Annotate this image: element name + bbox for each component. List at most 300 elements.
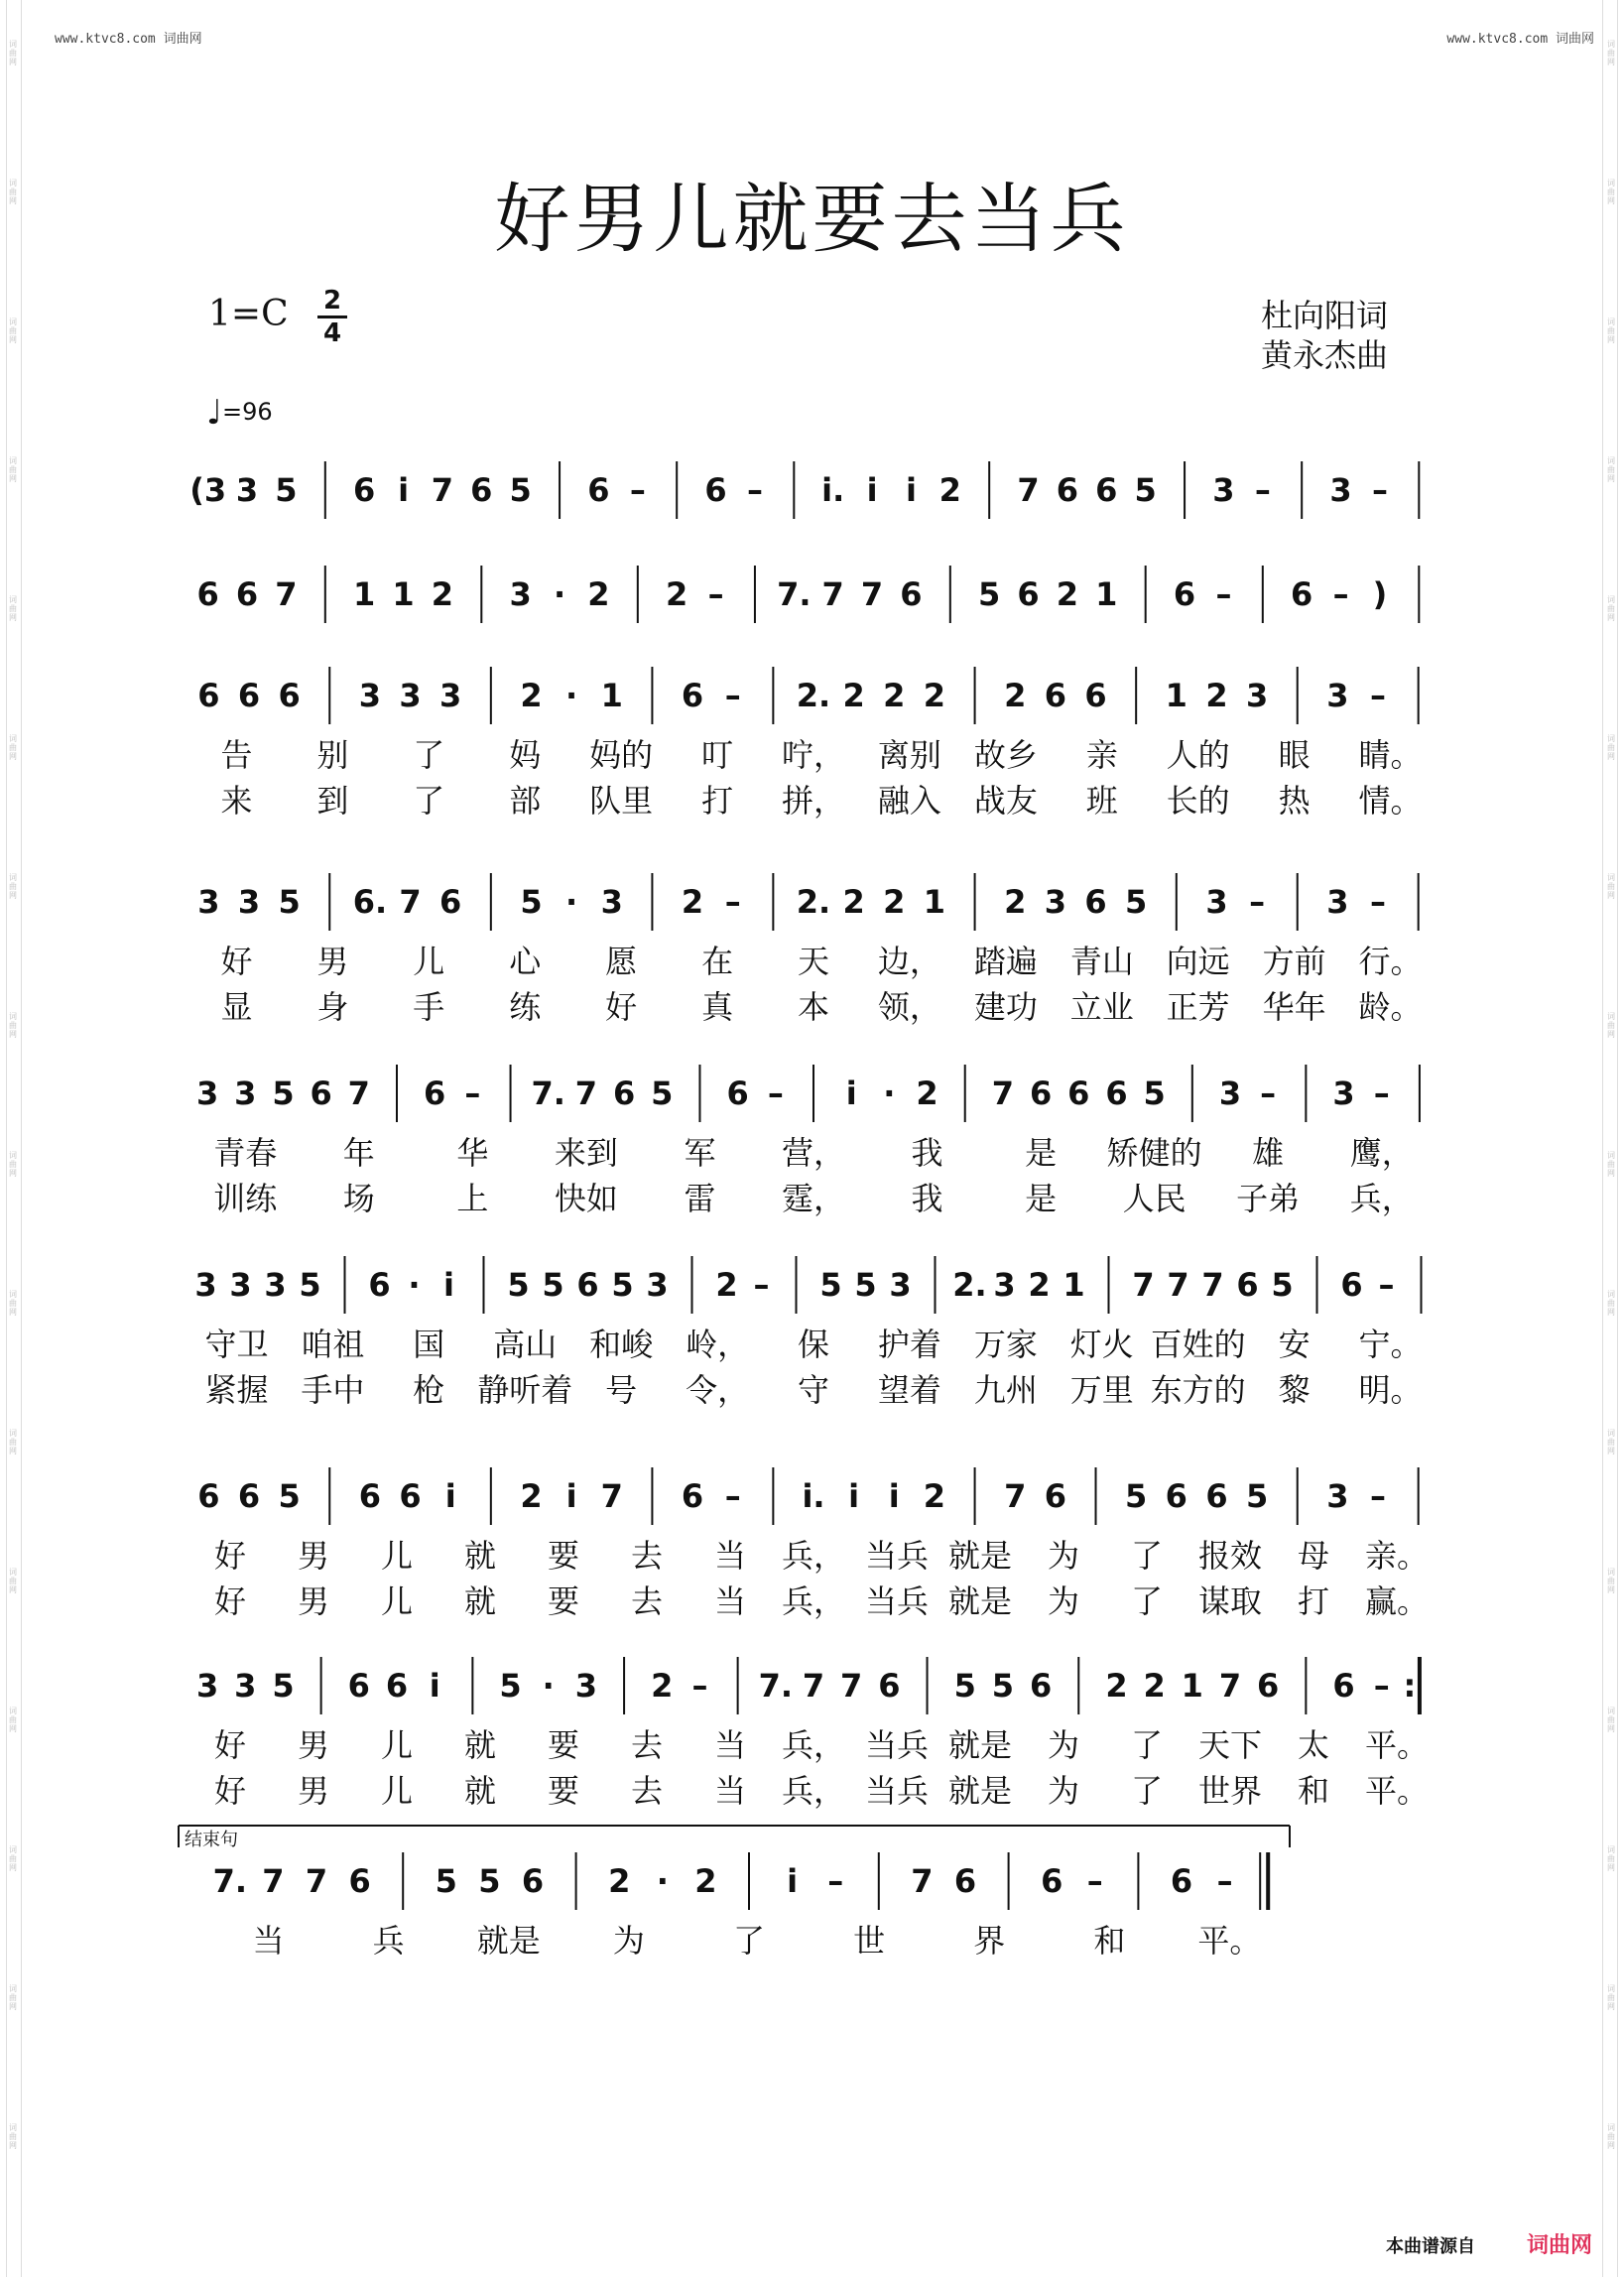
note: 7 [275,575,298,613]
note: 6 [1084,883,1107,921]
note: – [724,883,741,921]
note: 6 [235,575,259,613]
lyric-word: 人的 [1166,736,1230,774]
note: 6 [1029,1075,1053,1112]
note: – [1373,1075,1390,1112]
note: – [724,1477,741,1515]
note: – [1378,1266,1395,1304]
lyric-word: 宁。 [1358,1326,1423,1363]
lyric-word: 身 [316,988,349,1026]
lyric-word: 太 [1297,1726,1330,1764]
lyric-word: 打 [701,782,734,820]
note: 2 [1004,883,1027,921]
note: 5 [435,1862,457,1900]
note: 6 [197,677,220,714]
note: 6 [1041,1862,1063,1900]
watermark-mark: 词 曲 网 [1607,2123,1615,2150]
lyric-word: 雄 [1252,1134,1285,1172]
note: 7. [212,1862,248,1900]
lyric-word: 班 [1085,782,1118,820]
watermark-mark: 词 曲 网 [9,317,17,344]
note: 5 [1271,1266,1294,1304]
note: 3 [1218,1075,1242,1112]
note: i [565,1477,577,1515]
header-url-right[interactable]: www.ktvc8.com 词曲网 [1446,32,1594,47]
note: i [905,471,917,509]
note: i. [821,471,845,509]
lyric-word: 我 [911,1134,943,1172]
note: · [565,883,578,921]
lyric-word: 来到 [554,1134,618,1172]
note: 6 [1105,1075,1128,1112]
lyric-word: 安 [1278,1326,1311,1363]
lyric-word: 到 [316,782,349,820]
note: 5 [520,883,543,921]
note: 5 [272,1667,295,1705]
lyric-word: 保 [797,1326,830,1363]
lyric-word: 领， [877,988,941,1026]
repeat-sign: : [1403,1667,1417,1705]
lyric-word: 愿 [605,943,638,980]
note: 3 [264,1266,287,1304]
note: 6 [681,1477,704,1515]
lyric-word: 边， [877,943,941,980]
lyric-word: 明。 [1358,1371,1423,1409]
lyric-word: 了 [1130,1582,1164,1620]
lyric-word: 好 [605,988,638,1026]
lyric-word: 练 [509,988,542,1026]
note: 7 [1201,1266,1224,1304]
lyric-word: 部 [509,782,542,820]
watermark-mark: 词 曲 网 [1607,1845,1615,1872]
note: 2 [923,1477,946,1515]
note: – [629,471,646,509]
lyric-word: 青山 [1069,943,1134,980]
note: 2 [1056,575,1079,613]
lyric-word: 咱祖 [301,1326,365,1363]
lyric-word: 来 [220,782,253,820]
note: 6 [681,677,704,714]
note: i [845,1075,857,1112]
note: 3 [439,677,462,714]
lyric-word: 男 [316,943,349,980]
note: 7 [574,1075,598,1112]
note: 3 [1326,1477,1349,1515]
note: ) [1372,575,1388,613]
lyric-word: 好 [213,1582,247,1620]
lyric-word: 营， [781,1134,846,1172]
lyric-word: 妈 [509,736,542,774]
lyricist: 杜向阳词 [1260,297,1388,334]
lyric-word: 去 [630,1726,664,1764]
note: – [1370,1477,1387,1515]
lyric-word: 了 [413,782,445,820]
composer: 黄永杰曲 [1260,336,1388,374]
note: 5 [509,471,532,509]
note: 6 [196,575,219,613]
note: 6 [576,1266,599,1304]
lyric-word: 灯火 [1069,1326,1134,1363]
note: – [1260,1075,1277,1112]
note: 6 [310,1075,332,1112]
watermark-mark: 词 曲 网 [1607,734,1615,761]
lyric-word: 和 [1093,1922,1126,1960]
lyric-word: 为 [1047,1537,1080,1575]
note: 3 [1326,677,1349,714]
lyric-word: 本 [797,988,830,1026]
note: 6 [348,1862,371,1900]
note: 3 [646,1266,669,1304]
note: 6 [1044,1477,1067,1515]
watermark-mark: 词 曲 网 [1607,179,1615,205]
lyric-word: 显 [220,988,253,1026]
note: 1 [600,677,623,714]
note: 3 [234,1667,257,1705]
note: 7 [1017,471,1040,509]
lyric-word: 平。 [1197,1922,1262,1960]
lyric-word: 当 [713,1726,747,1764]
lyric-word: 故乡 [973,736,1038,774]
lyric-word: 要 [547,1726,580,1764]
lyric-word: 儿 [380,1726,414,1764]
note: 6. [352,883,388,921]
key-signature: 1=C [208,294,289,334]
note: – [753,1266,770,1304]
note: 3 [1205,883,1228,921]
note: 2 [1143,1667,1166,1705]
note: 3 [574,1667,598,1705]
lyric-word: 就是 [476,1922,541,1960]
lyric-word: 是 [1025,1180,1058,1217]
note: 2 [587,575,610,613]
lyric-word: 是 [1025,1134,1058,1172]
note: 6 [278,677,301,714]
note: 6 [1173,575,1196,613]
note: 7 [911,1862,934,1900]
lyric-word: 好 [213,1726,247,1764]
note: 7. [758,1667,794,1705]
note: 1 [353,575,376,613]
lyric-word: 报效 [1197,1537,1263,1575]
lyric-word: 热 [1278,782,1311,820]
lyric-word: 当 [713,1772,747,1810]
lyric-word: 就 [463,1772,497,1810]
note: 7 [1132,1266,1155,1304]
note: 2 [715,1266,738,1304]
note: 7 [1004,1477,1027,1515]
note: 3 [358,677,382,714]
note: – [1332,575,1349,613]
note: 2 [1004,677,1027,714]
lyric-word: 当兵 [864,1772,930,1810]
note: 7 [305,1862,328,1900]
lyric-word: 东方的 [1150,1371,1246,1409]
lyric-word: 正芳 [1166,988,1230,1026]
time-sig-denominator: 4 [322,318,342,348]
watermark-mark: 词 曲 网 [1607,1707,1615,1733]
lyric-word: 平。 [1364,1726,1430,1764]
note: 7 [600,1477,623,1515]
lyric-word: 妈的 [589,736,654,774]
note: · [883,1075,896,1112]
lyric-word: 长的 [1166,782,1230,820]
watermark-mark: 词 曲 网 [1607,40,1615,66]
note: 3 [889,1266,912,1304]
note: 7 [991,1075,1015,1112]
lyric-word: 儿 [413,943,445,980]
lyric-word: 了 [1130,1726,1164,1764]
lyric-word: 要 [547,1582,580,1620]
lyric-word: 年 [342,1134,375,1172]
lyric-word: 号 [605,1371,638,1409]
lyric-word: 就 [463,1537,497,1575]
lyric-word: 世界 [1197,1772,1263,1810]
lyric-word: 男 [297,1537,330,1575]
lyric-word: 男 [297,1726,330,1764]
note: 6 [1044,677,1067,714]
lyric-word: 上 [456,1180,489,1217]
lyric-word: 男 [297,1772,330,1810]
note: 6 [353,471,376,509]
note: 6 [704,471,727,509]
note: 6 [1257,1667,1280,1705]
note: 6 [1170,1862,1193,1900]
watermark-mark: 词 曲 网 [9,734,17,761]
note: 6 [953,1862,977,1900]
note: · [553,575,566,613]
note: · [565,677,578,714]
note: 7 [860,575,884,613]
lyric-word: 男 [297,1582,330,1620]
note: 5 [275,471,298,509]
lyric-word: 兵， [781,1772,846,1810]
note: 3 [1212,471,1235,509]
lyric-word: 踏遍 [973,943,1038,980]
note: 3 [1044,883,1067,921]
watermark-mark: 词 曲 网 [1607,317,1615,344]
note: i [429,1667,440,1705]
lyric-word: 儿 [380,1537,414,1575]
lyric-word: 了 [732,1922,766,1960]
lyric-word: 好 [220,943,253,980]
note: 1 [1165,677,1187,714]
lyric-word: 战友 [973,782,1038,820]
note: 1 [1181,1667,1203,1705]
lyric-word: 天下 [1197,1726,1263,1764]
note: – [1370,677,1387,714]
note: 5 [611,1266,634,1304]
lyric-word: 望着 [877,1371,941,1409]
lyric-word: 当 [713,1537,747,1575]
lyric-word: 兵， [781,1582,846,1620]
watermark-mark: 词 曲 网 [9,1429,17,1455]
note: 2 [938,471,961,509]
watermark-mark: 词 曲 网 [1607,595,1615,622]
note: 6 [900,575,923,613]
lyric-word: 军 [684,1134,716,1172]
note: 7 [1167,1266,1189,1304]
lyric-word: 去 [630,1537,664,1575]
note: 6 [399,1477,422,1515]
lyric-word: 枪 [413,1371,445,1409]
note: 6 [237,677,261,714]
lyric-word: 为 [1047,1772,1080,1810]
note: 6 [1332,1667,1355,1705]
note: 2 [883,883,906,921]
note: 7. [777,575,812,613]
note: – [746,471,763,509]
lyric-word: 立业 [1069,988,1134,1026]
watermark-mark: 词 曲 网 [1607,1568,1615,1594]
note: 2 [1205,677,1228,714]
note: 3 [195,1075,219,1112]
note: 6 [1056,471,1079,509]
lyric-word: 百姓的 [1150,1326,1246,1363]
note: 2 [883,677,906,714]
note: 2 [651,1667,674,1705]
note: 6 [1067,1075,1090,1112]
note: · [408,1266,421,1304]
note: 6 [358,1477,382,1515]
lyric-word: 真 [701,988,734,1026]
note: i. [802,1477,825,1515]
lyric-word: 了 [413,736,445,774]
note: – [464,1075,481,1112]
lyric-word: 当 [252,1922,285,1960]
note: 7 [347,1075,370,1112]
lyric-word: 要 [547,1537,580,1575]
watermark-mark: 词 曲 网 [9,1151,17,1178]
lyric-word: 儿 [380,1582,414,1620]
note: 5 [299,1266,321,1304]
lyric-word: 霆， [781,1180,846,1217]
note: 1 [923,883,946,921]
note: 2 [1105,1667,1128,1705]
lyric-word: 雷 [684,1180,716,1217]
note: 3 [600,883,623,921]
lyric-word: 行。 [1358,943,1423,980]
lyric-word: 令， [686,1371,750,1409]
note: – [1254,471,1271,509]
note: 2 [1028,1266,1051,1304]
note: 7 [431,471,454,509]
lyric-word: 亲。 [1364,1537,1430,1575]
note: 6 [1340,1266,1363,1304]
note: 6 [726,1075,749,1112]
lyric-word: 为 [612,1922,645,1960]
note: 2. [796,677,831,714]
lyric-word: 高山 [493,1326,558,1363]
note: 5 [542,1266,564,1304]
ending-label: 结束句 [185,1830,238,1850]
note: 6 [368,1266,391,1304]
lyric-word: 国 [413,1326,445,1363]
note: 2 [520,677,543,714]
header-url-left[interactable]: www.ktvc8.com 词曲网 [55,32,202,47]
lyric-word: 鹰， [1349,1134,1414,1172]
note: 6 [347,1667,370,1705]
note: – [707,575,724,613]
lyric-word: 儿 [380,1772,414,1810]
note: · [542,1667,555,1705]
note: – [724,677,741,714]
note: 2 [431,575,454,613]
note: 6 [197,1477,220,1515]
watermark-mark: 词 曲 网 [1607,1012,1615,1039]
note: 2. [796,883,831,921]
note: 5 [651,1075,674,1112]
lyric-word: 就 [463,1582,497,1620]
note: 2. [952,1266,987,1304]
note: 5 [1245,1477,1269,1515]
lyric-word: 向远 [1166,943,1230,980]
note: 5 [278,1477,301,1515]
lyric-word: 赢。 [1364,1582,1430,1620]
note: 2 [694,1862,717,1900]
note: 5 [478,1862,501,1900]
watermark-mark: 词 曲 网 [9,456,17,483]
note: 3 [993,1266,1016,1304]
note: 3 [1329,471,1352,509]
lyric-word: 在 [701,943,734,980]
note: 2 [923,677,946,714]
lyric-word: 拼， [781,782,846,820]
watermark-mark: 词 曲 网 [1607,1151,1615,1178]
note: 5 [978,575,1001,613]
lyric-word: 我 [911,1180,943,1217]
lyric-word: 手中 [301,1371,365,1409]
lyric-word: 好 [213,1772,247,1810]
lyric-word: 天 [797,943,830,980]
tempo-value: =96 [222,398,273,426]
lyric-word: 黎 [1278,1371,1311,1409]
watermark-mark: 词 曲 网 [9,1568,17,1594]
watermark-mark: 词 曲 网 [9,1012,17,1039]
note: – [827,1862,844,1900]
note: 5 [991,1667,1015,1705]
note: 6 [612,1075,636,1112]
lyric-word: 当兵 [864,1726,930,1764]
note: 7 [262,1862,285,1900]
note: 5 [499,1667,522,1705]
note: 1 [1095,575,1118,613]
lyric-word: 就是 [947,1537,1013,1575]
lyric-word: 兵 [372,1922,405,1960]
note: 7 [802,1667,825,1705]
note: 6 [1236,1266,1259,1304]
note: 7 [399,883,422,921]
note: 5 [1125,1477,1148,1515]
song-title: 好男儿就要去当兵 [494,175,1130,263]
note: 3 [237,883,261,921]
lyric-word: 了 [1130,1772,1164,1810]
watermark-mark: 词 曲 网 [9,179,17,205]
lyric-word: 守 [797,1371,830,1409]
note: i [866,471,878,509]
note: 3 [1245,677,1269,714]
note: 7 [1218,1667,1242,1705]
note: 2 [842,677,865,714]
footer-source-label: 本曲谱源自 [1386,2236,1475,2257]
watermark-mark: 词 曲 网 [9,40,17,66]
lyric-word: 就是 [947,1582,1013,1620]
lyric-word: 场 [342,1180,375,1217]
time-sig-numerator: 2 [322,286,342,316]
lyric-word: 就是 [947,1726,1013,1764]
footer-brand-logo[interactable]: 词曲网 [1526,2233,1592,2258]
lyric-word: 为 [1047,1582,1080,1620]
lyric-word: 当 [713,1582,747,1620]
